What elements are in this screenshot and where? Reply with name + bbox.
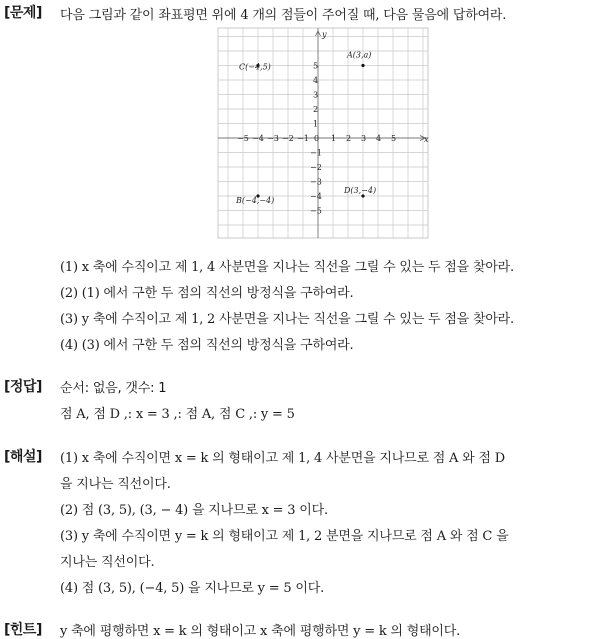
point-label: B(−4,−4) — [236, 196, 275, 205]
y-tick-label: 2 — [313, 105, 319, 114]
x-tick-label: −3 — [267, 134, 279, 143]
problem-stem: 다음 그림과 같이 좌표평면 위에 4 개의 점들이 주어질 때, 다음 물음에 답하여라. — [60, 8, 507, 23]
point-label: A(3,a) — [347, 50, 372, 60]
question-3: (3) y 축에 수직이고 제 1, 2 사분면을 지나는 직선을 그릴 수 있는 두 점을 찾아라. — [60, 312, 514, 327]
x-tick-label: 3 — [361, 134, 367, 143]
point-marker — [361, 64, 364, 67]
explanation-line-2: 을 지나는 직선이다. — [60, 477, 171, 492]
explanation-line-4: (3) y 축에 수직이면 y = k 의 형태이고 제 1, 2 분면을 지나므로 점 A 와 점 C 을 — [60, 529, 509, 544]
x-axis-label: x — [424, 135, 429, 144]
y-tick-label: 5 — [313, 61, 319, 71]
x-tick-label: 1 — [331, 134, 337, 143]
answer-line-2: 점 A, 점 D ,: x = 3 ,: 점 A, 점 C ,: y = 5 — [60, 407, 295, 422]
x-tick-label: 0 — [314, 134, 320, 143]
x-tick-label: −5 — [237, 134, 249, 143]
point-label: C(−4,5) — [239, 62, 271, 72]
explanation-line-1: (1) x 축에 수직이면 x = k 의 형태이고 제 1, 4 사분면을 지나므로 점 A 와 점 D — [60, 451, 505, 466]
question-2: (2) (1) 에서 구한 두 점의 직선의 방정식을 구하여라. — [60, 286, 354, 301]
explanation-line-5: 지나는 직선이다. — [60, 555, 155, 570]
explanation-line-6: (4) 점 (3, 5), (−4, 5) 을 지나므로 y = 5 이다. — [60, 581, 325, 596]
point-label: D(3,−4) — [344, 186, 377, 195]
y-tick-label: −4 — [310, 192, 322, 201]
question-1: (1) x 축에 수직이고 제 1, 4 사분면을 지나는 직선을 그릴 수 있는 두 점을 찾아라. — [60, 260, 514, 275]
x-tick-label: −2 — [282, 134, 294, 143]
y-tick-label: −1 — [310, 148, 322, 158]
explanation-line-3: (2) 점 (3, 5), (3, − 4) 을 지나므로 x = 3 이다. — [60, 503, 328, 518]
x-tick-label: −1 — [297, 134, 309, 143]
y-tick-label: 1 — [313, 119, 319, 129]
x-tick-label: 2 — [346, 134, 352, 143]
question-4: (4) (3) 에서 구한 두 점의 직선의 방정식을 구하여라. — [60, 338, 354, 353]
y-axis-label: y — [322, 30, 327, 39]
y-tick-label: −3 — [310, 177, 322, 187]
coordinate-plane — [218, 28, 428, 238]
y-tick-label: −2 — [310, 163, 322, 172]
x-tick-label: 4 — [376, 134, 382, 143]
x-tick-label: 5 — [391, 134, 397, 143]
x-tick-label: −4 — [252, 134, 264, 143]
hint-tag: [힌트] — [4, 622, 42, 638]
grid — [218, 28, 428, 238]
y-tick-label: 3 — [313, 90, 319, 100]
hint-line: y 축에 평행하면 x = k 의 형태이고 x 축에 평행하면 y = k 의 형태이다. — [60, 624, 461, 639]
explanation-tag: [해설] — [4, 449, 42, 465]
plot-frame — [218, 28, 428, 238]
problem-tag: [문제] — [4, 5, 42, 21]
answer-line-1: 순서: 없음, 갯수: 1 — [60, 381, 167, 396]
y-tick-label: −5 — [310, 206, 322, 216]
y-tick-label: 4 — [313, 76, 319, 85]
answer-tag: [정답] — [4, 379, 42, 395]
